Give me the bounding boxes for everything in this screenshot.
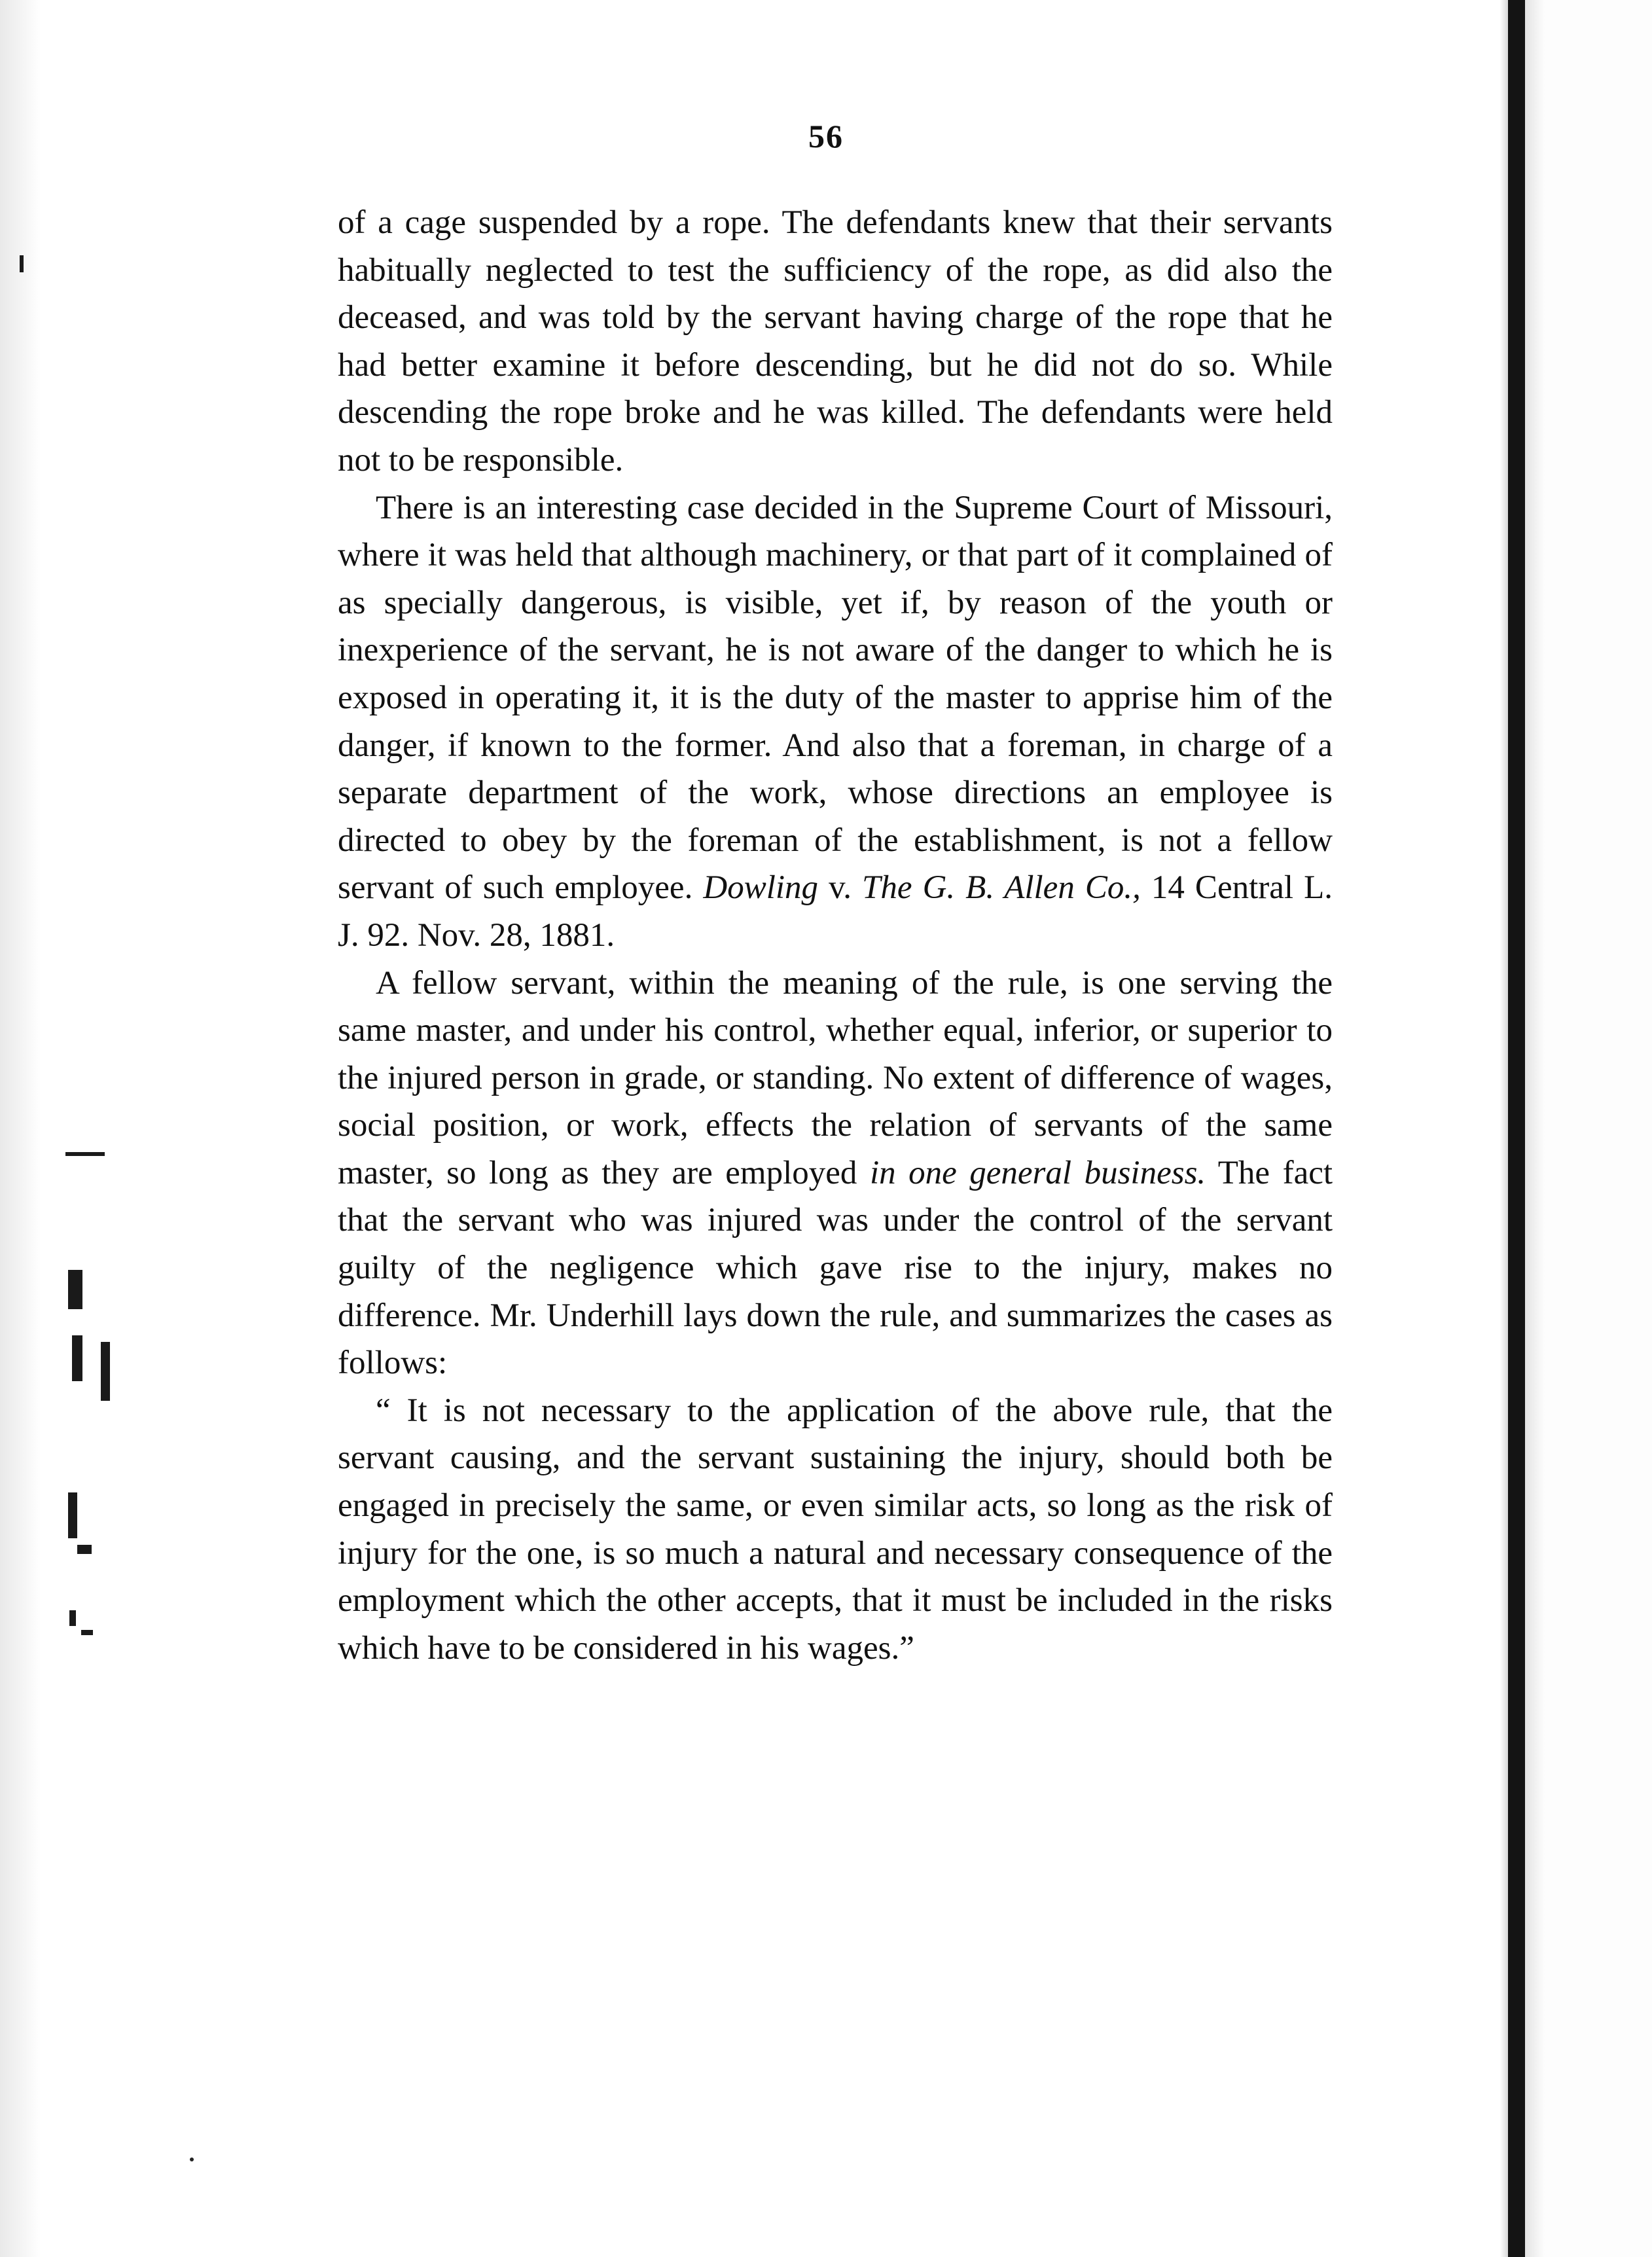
paragraph-continuation bbox=[338, 199, 1333, 484]
text-run: The fact that the servant who was injured was under the control of the servant guilty of the negligence which gave rise to the injury, makes no difference. Mr. Underhill lays down the rule, and summarizes the cases as follows: bbox=[338, 1154, 1333, 1382]
text-run: A fellow servant, within the meaning of the rule, is one serving the same master, and under his control, whether equal, inferior, or superior to the injured person in grade, or standing. No extent of difference of wages, social position, or work, effects the relation of servants of the same master, so long as they are employed bbox=[338, 964, 1333, 1191]
binding-mark bbox=[69, 1610, 76, 1626]
binding-mark bbox=[72, 1335, 82, 1381]
body-text bbox=[338, 199, 1333, 1672]
italic-text-run: The G. B. Allen Co., bbox=[862, 869, 1141, 907]
page-gutter-edge bbox=[1500, 0, 1508, 2257]
text-run: of a cage suspended by a rope. The defendants knew that their servants habitually neglected to test the sufficiency of the rope, as did also the deceased, and was told by the servant having charge of the rope that he had better examine it before descending, but he did not do so. While descending the rope broke and he was killed. The defendants were held not to be responsible. bbox=[338, 204, 1333, 478]
page-gutter bbox=[1508, 0, 1525, 2257]
page-number: 56 bbox=[808, 118, 844, 154]
paragraph-missouri-case bbox=[338, 484, 1333, 960]
text-run: v. bbox=[818, 869, 863, 907]
binding-mark bbox=[68, 1492, 77, 1538]
binding-mark bbox=[65, 1152, 105, 1156]
binding-mark bbox=[81, 1630, 93, 1635]
binding-mark bbox=[101, 1342, 110, 1401]
binding-mark bbox=[77, 1545, 92, 1554]
binding-mark bbox=[20, 255, 24, 272]
italic-text-run: Dowling bbox=[703, 869, 819, 907]
scan-speck bbox=[190, 2158, 194, 2161]
paragraph-fellow-servant-definition bbox=[338, 960, 1333, 1387]
text-run: “ It is not necessary to the application of the above rule, that the servant causing, and the servant sustaining the injury, should both be engaged in precisely the same, or even similar acts, so long as the risk of injury for the one, is so much a natural and necessary consequence of the employment which the other accepts, that it must be included in the risks which have to be considered in his wages.” bbox=[338, 1392, 1333, 1667]
scan-left-shadow bbox=[0, 0, 41, 2257]
binding-mark bbox=[68, 1270, 82, 1309]
adjacent-page-shade bbox=[1525, 0, 1545, 2257]
italic-text-run: in one general business. bbox=[869, 1154, 1206, 1191]
text-run: There is an interesting case decided in the Supreme Court of Missouri, where it was held that although machinery, or that part of it complained of as specially dangerous, is visible, yet if, by reason of the youth or inexperience of the servant, he is not aware of the danger to which he is exposed in operating it, it is the duty of the master to apprise him of the danger, if known to the former. And also that a foreman, in charge of a separate department of the work, whose directions an employee is directed to obey by the foreman of the establishment, is not a fellow servant of such employee. bbox=[338, 489, 1333, 907]
paragraph-underhill-quote bbox=[338, 1387, 1333, 1672]
text-run: 14 Central L. J. 92. Nov. 28, 1881. bbox=[338, 869, 1333, 954]
